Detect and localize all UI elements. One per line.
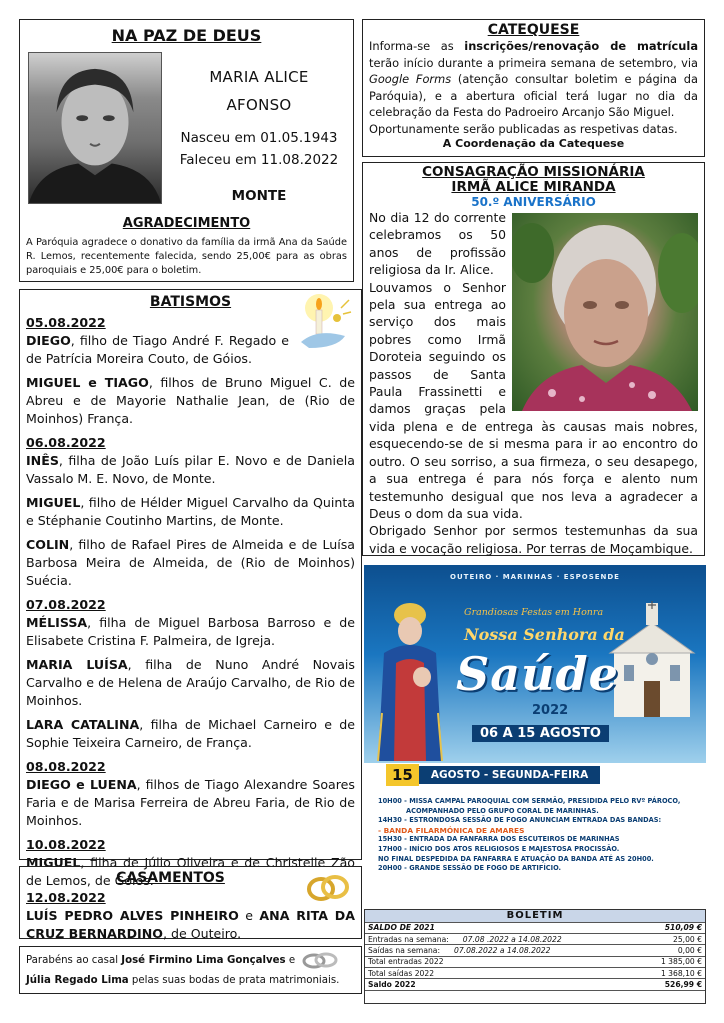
sister-portrait [512,213,698,411]
bulletin-title: BOLETIM [365,910,705,922]
deceased-place: MONTE [231,188,287,204]
poster-headline: Saúde [456,647,619,701]
baptism-entry: MIGUEL, filha de Júlio Oliveira e de Christelle Zão de Lemos, de Góios. [26,855,355,888]
weddings-title: CASAMENTOS [116,870,225,886]
table-row: Saldo 2022 526,99 € [365,979,705,990]
deceased-last-name: AFONSO [226,96,292,114]
program-line: - BANDA FILARMÓNICA DE AMARES [378,825,525,835]
program-line: ACOMPANHADO PELO GRUPO CORAL DE MARINHAS. [406,806,599,815]
table-row: Total saídas 2022 1 368,10 € [365,968,705,979]
catechesis-text: Informa-se as inscrições/renovação de matrícula terão início durante a primeira semana de setembro, via Google Forms (atenção consultar boletim e página da Paróquia), e a abertura oficial terá lugar no dia da celebração da Festa do Padroeiro Arcanjo São Miguel. Oportunamente serão publicadas as respetivas datas. [369,39,699,136]
baptism-date: 08.08.2022 [26,759,106,774]
baptism-date: 06.08.2022 [26,435,106,450]
consecration-name: IRMÃ ALICE MIRANDA [451,179,616,195]
obituary-photo [28,52,162,204]
obituary-title: NA PAZ DE DEUS [111,26,262,45]
poster-program [378,797,698,874]
poster-dates: 06 A 15 AGOSTO [472,725,609,742]
baptism-entry: MARIA LUÍSA, filha de Nuno André Novais Carvalho e de Helena de Araújo Carvalho, de Rio de Moinhos. [26,657,355,708]
program-line: 15H30 - ENTRADA DA FANFARRA DOS ESCUTEIROS DE MARINHAS [378,835,620,844]
program-line: 17H00 - INÍCIO DOS ATOS RELIGIOSOS E MAJESTOSA PROCISSÃO. [378,844,620,853]
consecration-text: No dia 12 do corrente celebramos os 50 anos de profissão religiosa da Ir. Alice. Louvamos o Senhor pela sua entrega ao serviço dos mais pobres como Irmã Doroteia seguindo os passos de Santa Paula Frassinetti e damos graças pela vida plena e de entrega às causas mais nobres, esquecendo-se de si mesma para ir ao encontro do outro. O seu sorriso, a sua firmeza, o seu desapego, a sua entrega é para nós força e alento num testemunho desigual que nos leva a agradecer a Deus o dom da sua vida. Obrigado Senhor por sermos testemunhas da sua vida e vocação religiosa. Por terras de Moçambique. [369,210,698,556]
baptism-entry: LARA CATALINA, filha de Michael Carneiro e de Sophie Teixeira Carneiro, de França. [26,717,355,750]
wedding-couple: LUÍS PEDRO ALVES PINHEIRO e ANA RITA DA CRUZ BERNARDINO, de Outeiro. [26,908,355,941]
wedding-rings-icon [303,871,353,903]
baptism-entry: MIGUEL, filho de Hélder Miguel Carvalho da Quinta e Stéphanie Coutinho Martins, de Monte. [26,495,355,528]
bulletin-table [364,909,706,1004]
thanks-text: A Paróquia agradece o donativo da família da irmã Ana da Saúde R. Lemos, recentemente falecida, sendo 25,00€ para as obras paroquiais e 25,00€ para o boletim. [26,237,347,276]
baptism-entry: INÊS, filha de João Luís pilar E. Novo e de Daniela Vassalo M. E. Novo, de Monte. [26,453,355,486]
program-line: NO FINAL DESPEDIDA DA FANFARRA E ATUAÇÃO DA BANDA ATÉ AS 20H00. [378,854,654,863]
baptism-date: 10.08.2022 [26,837,106,852]
thanks-title: AGRADECIMENTO [122,216,251,231]
poster-day-label: AGOSTO - SEGUNDA-FEIRA [419,766,600,784]
table-row: Total entradas 2022 1 385,00 € [365,956,705,967]
baptism-entry: MÉLISSA, filha de Miguel Barbosa Barroso e de Elisabete Cristina F. Palmeira, de Igreja. [26,615,355,648]
silver-rings-icon [298,951,342,969]
festival-poster [364,565,706,904]
program-line: 10H00 - MISSA CAMPAL PAROQUIAL COM SERMÃO, PRESIDIDA PELO RVº PÁROCO, [378,797,681,805]
candle-icon [297,292,353,352]
poster-day-row [386,765,600,785]
baptism-date: 05.08.2022 [26,315,106,330]
catechesis-signature: A Coordenação da Catequese [442,137,625,150]
poster-patron: Nossa Senhora da [464,625,625,644]
poster-day-number: 15 [386,764,419,786]
baptisms-title: BATISMOS [149,294,232,310]
catechesis-title: CATEQUESE [487,22,580,38]
baptism-entry: COLIN, filho de Rafael Pires de Almeida e de Luísa Barbosa Meira de Almeida, de (Rio de Moinhos) Suécia. [26,537,355,588]
poster-location: OUTEIRO · MARINHAS · ESPOSENDE [450,573,620,581]
consecration-anniversary: 50.º ANIVERSÁRIO [471,195,596,209]
weddings-section [19,866,362,939]
program-line: 14H30 - ESTRONDOSA SESSÃO DE FOGO ANUNCIAM ENTRADA DAS BANDAS: [378,816,662,825]
table-row: SALDO DE 2021 510,09 € [365,922,705,933]
baptism-date: 07.08.2022 [26,597,106,612]
birth-date: Nasceu em 01.05.1943 [180,130,338,146]
poster-year: 2022 [532,703,569,718]
deceased-first-name: MARIA ALICE [209,68,309,86]
consecration-section [362,162,705,556]
obituary-section [19,19,354,282]
death-date: Faleceu em 11.08.2022 [179,152,339,168]
wedding-date: 12.08.2022 [26,890,106,905]
poster-subtitle: Grandiosas Festas em Honra [464,607,604,618]
baptism-entry: DIEGO, filho de Tiago André F. Regado e de Patrícia Moreira Couto, de Góios. [26,333,289,366]
program-line: 20H00 - GRANDE SESSÃO DE FOGO DE ARTIFÍCIO. [378,864,562,873]
anniversary-section [19,946,362,994]
baptism-entry: DIEGO e LUENA, filhos de Tiago Alexandre Soares Faria e de Marisa Ferreira de Abreu Faria, de Rio de Moinhos. [26,777,355,828]
anniversary-text: Parabéns ao casal José Firmino Lima Gonçalves e Júlia Regado Lima pelas suas bodas de prata matrimoniais. [26,951,355,991]
madonna-statue-icon [370,593,450,761]
table-row: Saídas na semana: 07.08.2022 a 14.08.2022 0,00 € [365,945,705,956]
table-row: Entradas na semana: 07.08 .2022 a 14.08.2022 25,00 € [365,933,705,944]
catechesis-section [362,19,705,157]
baptism-entry: MIGUEL e TIAGO, filhos de Bruno Miguel C. de Abreu e de Mayorie Nathalie Jean, de (Rio de Moinhos) França. [26,375,355,426]
consecration-title: CONSAGRAÇÃO MISSIONÁRIA [422,164,645,180]
